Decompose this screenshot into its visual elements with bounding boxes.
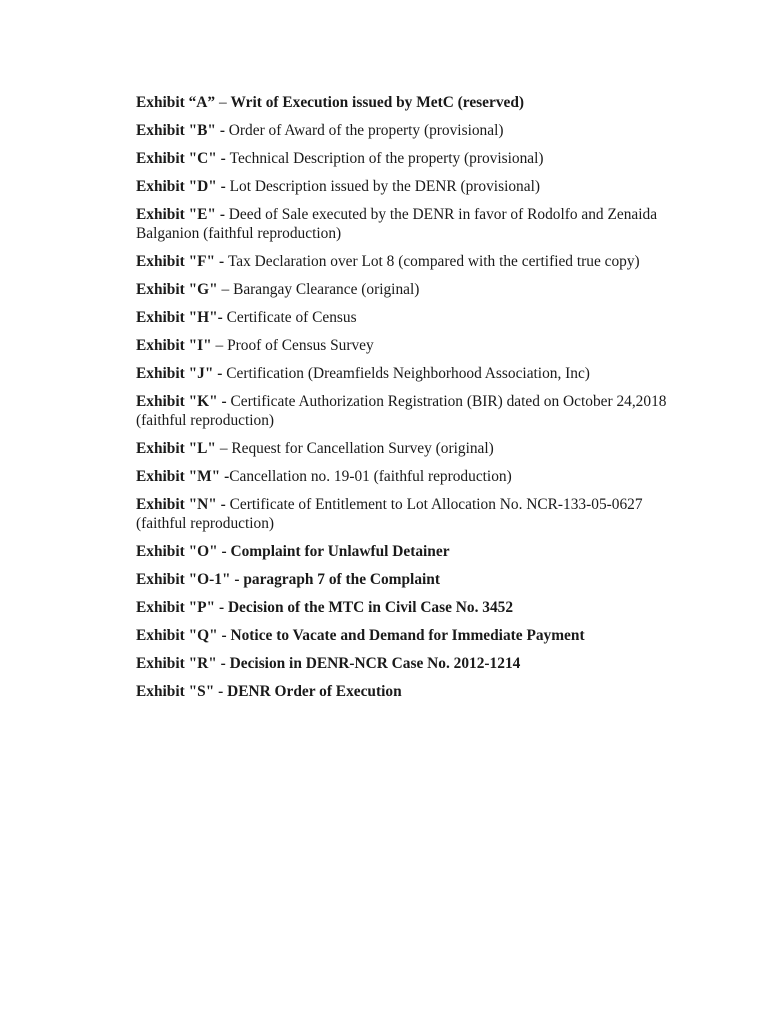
exhibit-entry [136,598,676,617]
exhibit-separator: - [220,468,230,485]
exhibit-description: Decision in DENR-NCR Case No. 2012-1214 [229,655,521,672]
exhibit-separator: - [213,365,227,382]
exhibit-label: Exhibit "Q" [136,627,218,644]
exhibit-label: Exhibit "N" [136,496,217,513]
exhibit-entry [136,149,676,168]
exhibit-description: Lot Description issued by the DENR (provisional) [229,178,540,195]
exhibit-label: Exhibit "M" [136,468,221,485]
exhibit-separator: - [215,206,229,223]
exhibit-separator: - [217,543,231,560]
exhibit-list [136,93,676,710]
exhibit-description: Notice to Vacate and Demand for Immediate Payment [230,627,585,644]
exhibit-entry [136,121,676,140]
exhibit-label: Exhibit "F" [136,253,216,270]
exhibit-label: Exhibit "R" [136,655,217,672]
exhibit-separator: - [214,683,228,700]
exhibit-entry [136,439,676,458]
exhibit-label: Exhibit "J" [136,365,214,382]
exhibit-description: Request for Cancellation Survey (original) [231,440,494,457]
exhibit-entry [136,364,676,383]
exhibit-separator: - [230,571,244,588]
exhibit-description: Order of Award of the property (provisional) [228,122,504,139]
exhibit-description: paragraph 7 of the Complaint [243,571,440,588]
exhibit-entry [136,205,676,243]
exhibit-description: Decision of the MTC in Civil Case No. 3452 [227,599,514,616]
exhibit-label: Exhibit "L" [136,440,216,457]
exhibit-label: Exhibit "O" [136,543,218,560]
exhibit-label: Exhibit “A” [136,94,216,111]
exhibit-separator: - [216,150,230,167]
exhibit-entry [136,626,676,645]
exhibit-separator: - [216,178,230,195]
exhibit-label: Exhibit "D" [136,178,217,195]
exhibit-entry [136,336,676,355]
exhibit-separator: – [211,337,228,354]
exhibit-label: Exhibit "K" [136,393,218,410]
exhibit-label: Exhibit "S" [136,683,215,700]
exhibit-description: Certification (Dreamfields Neighborhood Association, Inc) [226,365,590,382]
exhibit-label: Exhibit "B" [136,122,216,139]
exhibit-description: Certificate of Census [226,309,357,326]
exhibit-description: Barangay Clearance (original) [233,281,420,298]
exhibit-entry [136,542,676,561]
exhibit-entry [136,654,676,673]
exhibit-description: Proof of Census Survey [227,337,374,354]
exhibit-entry [136,93,676,112]
exhibit-entry [136,682,676,701]
exhibit-entry [136,280,676,299]
exhibit-entry [136,177,676,196]
exhibit-separator: – [217,281,234,298]
exhibit-description: Deed of Sale executed by the DENR in favor of Rodolfo and Zenaida Balganion (faithful reproduction) [136,206,658,242]
exhibit-label: Exhibit "E" [136,206,216,223]
exhibit-label: Exhibit "P" [136,599,216,616]
exhibit-entry [136,467,676,486]
exhibit-label: Exhibit "O-1" [136,571,231,588]
exhibit-separator: - [215,599,228,616]
exhibit-separator: - [215,122,229,139]
exhibit-description: Technical Description of the property (provisional) [229,150,544,167]
exhibit-separator: – [215,440,232,457]
exhibit-entry [136,392,676,430]
exhibit-description: Complaint for Unlawful Detainer [230,543,450,560]
exhibit-label: Exhibit "H" [136,309,218,326]
exhibit-separator: – [215,94,231,111]
exhibit-description: Writ of Execution issued by MetC (reserved) [230,94,525,111]
exhibit-separator: - [217,627,231,644]
exhibit-label: Exhibit "C" [136,150,217,167]
exhibit-label: Exhibit "G" [136,281,218,298]
exhibit-description: Cancellation no. 19-01 (faithful reproduction) [229,468,512,485]
exhibit-entry [136,308,676,327]
exhibit-entry [136,495,676,533]
exhibit-description: Certificate Authorization Registration (BIR) dated on October 24,2018 (faithful reproduction) [136,393,667,429]
exhibit-label: Exhibit "I" [136,337,212,354]
exhibit-separator: - [215,253,228,270]
exhibit-separator: - [216,496,230,513]
exhibit-entry [136,570,676,589]
exhibit-description: DENR Order of Execution [227,683,402,700]
exhibit-description: Tax Declaration over Lot 8 (compared with the certified true copy) [227,253,640,270]
exhibit-description: Certificate of Entitlement to Lot Allocation No. NCR-133-05-0627 (faithful reproduction) [136,496,643,532]
exhibit-separator: - [217,309,227,326]
exhibit-separator: - [217,393,231,410]
exhibit-separator: - [216,655,230,672]
exhibit-entry [136,252,676,271]
